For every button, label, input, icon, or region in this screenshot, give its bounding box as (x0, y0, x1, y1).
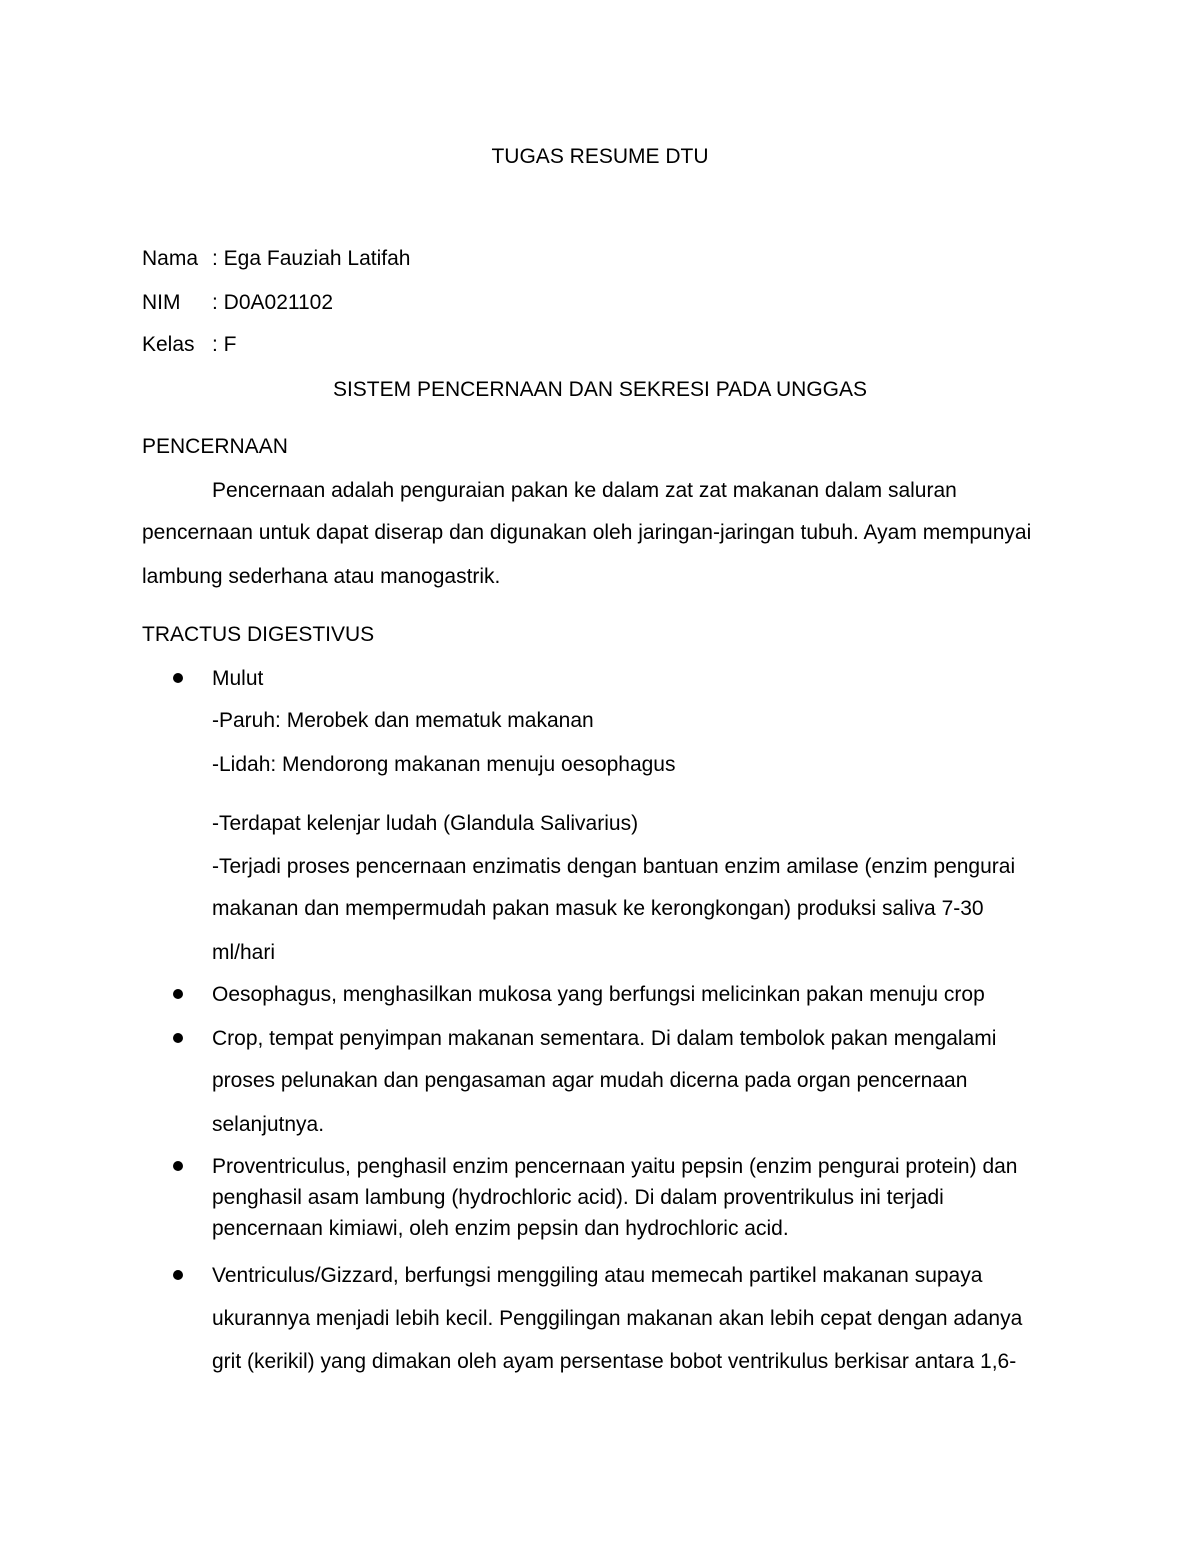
list-item-line: -Paruh: Merobek dan mematuk makanan (212, 709, 594, 732)
list-item-line: ukurannya menjadi lebih kecil. Penggilingan makanan akan lebih cepat dengan adanya (212, 1307, 1023, 1330)
list-item-line: grit (kerikil) yang dimakan oleh ayam persentase bobot ventrikulus berkisar antara 1,6- (212, 1350, 1017, 1373)
list-item-line: pencernaan kimiawi, oleh enzim pepsin dan hydrochloric acid. (212, 1217, 789, 1240)
nim-label: NIM (142, 291, 181, 314)
nama-value: : Ega Fauziah Latifah (212, 247, 411, 270)
list-item-line: penghasil asam lambung (hydrochloric acid). Di dalam proventrikulus ini terjadi (212, 1186, 944, 1209)
paragraph-line: lambung sederhana atau manogastrik. (142, 565, 501, 588)
list-item-ventriculus: Ventriculus/Gizzard, berfungsi menggiling atau memecah partikel makanan supaya (212, 1264, 983, 1287)
kelas-label: Kelas (142, 333, 195, 356)
list-item-crop: Crop, tempat penyimpan makanan sementara. Di dalam tembolok pakan mengalami (212, 1027, 997, 1050)
nama-label: Nama (142, 247, 199, 270)
bullet-icon (173, 1270, 183, 1280)
list-item-line: proses pelunakan dan pengasaman agar mudah dicerna pada organ pencernaan (212, 1069, 968, 1092)
bullet-icon (173, 989, 183, 999)
list-item-proventriculus: Proventriculus, penghasil enzim pencernaan yaitu pepsin (enzim pengurai protein) dan (212, 1155, 1018, 1178)
bullet-icon (173, 673, 183, 683)
section-heading-tractus: TRACTUS DIGESTIVUS (142, 623, 375, 646)
kelas-value: : F (212, 333, 237, 356)
list-item-line: -Terdapat kelenjar ludah (Glandula Salivarius) (212, 812, 639, 835)
list-item-line: makanan dan mempermudah pakan masuk ke kerongkongan) produksi saliva 7-30 (212, 897, 984, 920)
nim-value: : D0A021102 (212, 291, 334, 314)
section-heading-pencernaan: PENCERNAAN (142, 435, 288, 458)
paragraph-line: pencernaan untuk dapat diserap dan digunakan oleh jaringan-jaringan tubuh. Ayam mempunyai (142, 521, 1032, 544)
list-item-mulut: Mulut (212, 667, 264, 690)
document-subtitle: SISTEM PENCERNAAN DAN SEKRESI PADA UNGGAS (332, 378, 868, 401)
bullet-icon (173, 1033, 183, 1043)
document-title: TUGAS RESUME DTU (491, 145, 709, 168)
list-item-line: selanjutnya. (212, 1113, 325, 1136)
paragraph-line: Pencernaan adalah penguraian pakan ke dalam zat zat makanan dalam saluran (212, 479, 957, 502)
bullet-icon (173, 1161, 183, 1171)
list-item-line: -Lidah: Mendorong makanan menuju oesophagus (212, 753, 676, 776)
list-item-line: -Terjadi proses pencernaan enzimatis dengan bantuan enzim amilase (enzim pengurai (212, 855, 1016, 878)
list-item-line: ml/hari (212, 941, 276, 964)
list-item-oesophagus: Oesophagus, menghasilkan mukosa yang berfungsi melicinkan pakan menuju crop (212, 983, 985, 1006)
